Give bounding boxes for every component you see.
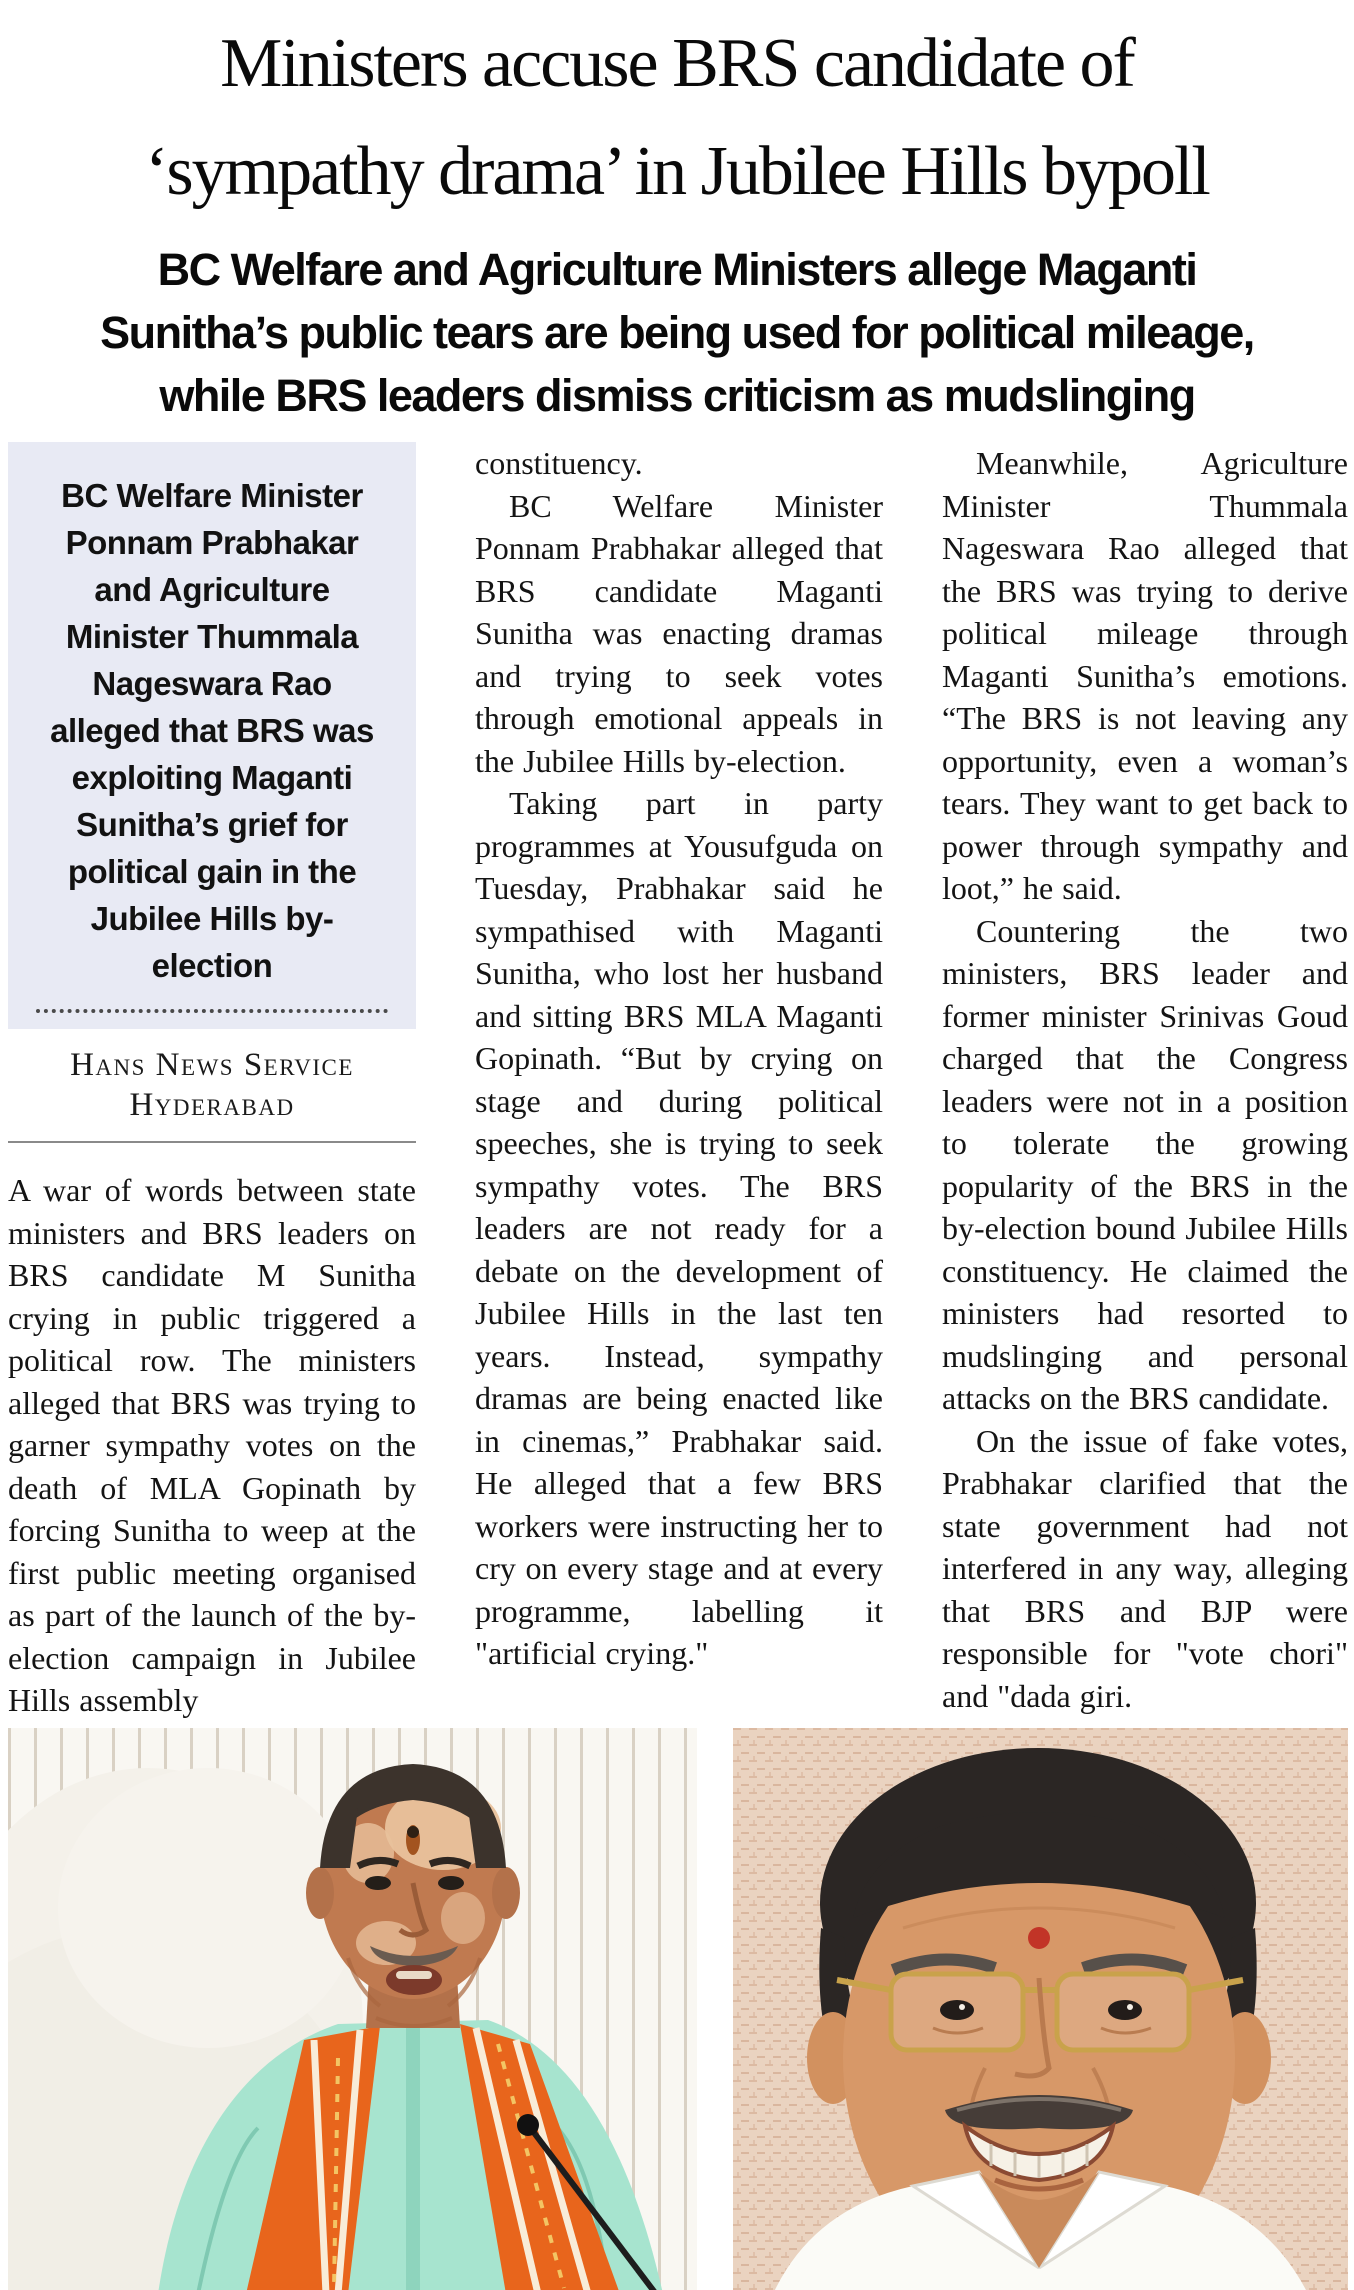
paragraph: A war of words between state ministers and BRS leaders on BRS candidate M Sunitha crying in public triggered a political row. The ministers alleged that BRS was trying to garner sympathy votes on the death of MLA Gopinath by forcing Sunitha to weep at the first public meeting organised as part of the launch of the by-election campaign in Jubilee Hills assembly: [8, 1172, 416, 1718]
subheadline-line-1: BC Welfare and Agriculture Ministers allege Maganti: [157, 244, 1197, 295]
paragraph: Taking part in party programmes at Yousufguda on Tuesday, Prabhakar said he sympathised with Maganti Sunitha, who lost her husband and sitting BRS MLA Maganti Gopinath. “But by crying on stage and during political speeches, she is trying to seek sympathy votes. The BRS leaders are not ready for a debate on the development of Jubilee Hills in the last ten years. Instead, sympathy dramas are being enacted like in cinemas,” Prabhakar said. He alleged that a few BRS workers were instructing her to cry on every stage and at every programme, labelling it "artificial crying.": [475, 785, 883, 1671]
dotted-divider: [36, 1009, 388, 1013]
byline: [8, 1045, 416, 1125]
byline-agency: Hans News Service: [70, 1047, 354, 1083]
article-subheadline: [0, 238, 1354, 427]
column-1: [8, 442, 416, 1722]
paragraph: constituency.: [475, 445, 643, 481]
headline-line-2: ‘sympathy drama’ in Jubilee Hills bypoll: [145, 133, 1209, 210]
mouth: [386, 1965, 442, 1995]
column-2: [475, 442, 883, 1722]
byline-location: Hyderabad: [129, 1087, 295, 1123]
photo-thummala-nageswara-rao: [733, 1728, 1348, 2290]
paragraph: Meanwhile, Agriculture Minister Thummala Nageswara Rao alleged that the BRS was trying to derive political mileage through Maganti Sunitha’s emotions. “The BRS is not leaving any opportunity, even a woman’s tears. They want to get back to power through sympathy and loot,” he said.: [942, 445, 1348, 906]
photo-thummala-illustration: [733, 1728, 1348, 2290]
subheadline-line-2: Sunitha’s public tears are being used for political mileage,: [100, 307, 1254, 358]
bindi: [1028, 1927, 1050, 1949]
article-headline: [0, 0, 1354, 226]
column-3: [942, 442, 1348, 1722]
paragraph: BC Welfare Minister Ponnam Prabhakar alleged that BRS candidate Maganti Sunitha was enacting dramas and trying to seek votes through emotional appeals in the Jubilee Hills by-election.: [475, 487, 883, 779]
paragraph: Countering the two ministers, BRS leader and former minister Srinivas Goud charged that the Congress leaders were not in a position to tolerate the growing popularity of the BRS in the by-election bound Jubilee Hills constituency. He claimed the ministers had resorted to mudslinging and personal attacks on the BRS candidate.: [942, 912, 1348, 1416]
headline-line-1: Ministers accuse BRS candidate of: [220, 25, 1134, 102]
photo-ponnam-prabhakar: [8, 1728, 697, 2290]
summary-text: BC Welfare Minister Ponnam Prabhakar and Agriculture Minister Thummala Nageswara Rao alleged that BRS was exploiting Maganti Sunitha’s grief for political gain in the Jubilee Hills by-election: [50, 477, 374, 984]
byline-divider: [8, 1141, 416, 1143]
article-body: [0, 427, 1354, 1722]
photo-ponnam-prabhakar-illustration: [8, 1728, 697, 2290]
paragraph: On the issue of fake votes, Prabhakar clarified that the state government had not interfered in any way, alleging that BRS and BJP were responsible for "vote chori" and "dada giri.: [942, 1422, 1348, 1714]
subheadline-line-3: while BRS leaders dismiss criticism as mudslinging: [159, 370, 1195, 421]
photo-row: [0, 1722, 1354, 2290]
summary-highlight-box: [8, 442, 416, 1029]
